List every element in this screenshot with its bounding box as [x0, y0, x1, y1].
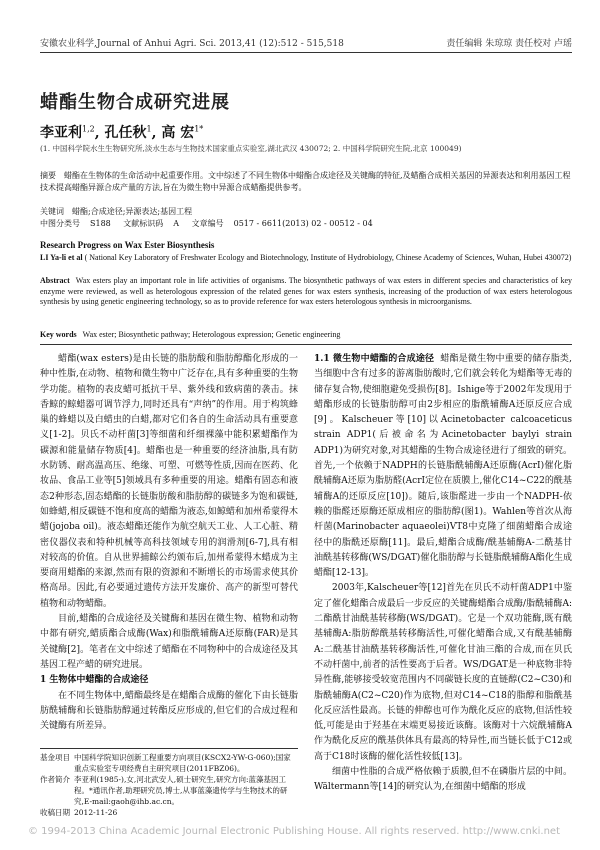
article-id-value: 0517 - 6611(2013) 02 - 00512 - 04 [233, 219, 373, 228]
received-date: 2012-11-26 [74, 808, 118, 817]
footnote [40, 752, 298, 818]
body-paragraph: 蜡酯(wax esters)是由长链的脂肪酸和脂肪醇酯化形成的一种中性脂,在动物、植物和微生物中广泛存在,具有多种重要的生物学功能。植物的表皮蜡可抵抗干旱、紫外线和致病菌的袭击。抹香鲸的鲸蜡器可调节浮力,同时还具有“声纳”的作用。用于构筑蜂巢的蜂蜡以及白蜡虫的白蜡,都对它们各自的生命活动具有重要意义[1-2]。贝氏不动杆菌[3]等细菌和纤细裸藻中能积累蜡酯作为碳源和能量储存物质[4]。蜡酯也是一种重要的经济油脂,具有防水防锈、耐高温高压、绝缘、可塑、可燃等性质,因而在医药、化妆品、食品工业等[5]领域具有多种重要的用途。蜡酯有固态和液态2种形态,固态蜡酯的长链脂肪酸和脂肪醇的碳链多为饱和碳链,如蜂蜡,相反碳链不饱和度高的蜡酯为液态,如鲸蜡和加州希蒙得木蜡(jojoba oil)。液态蜡酯还能作为航空航天工业、人工心脏、精密仪器仪表和特种机械等高科技领域专用的润滑剂[6-7],具有相对较高的价值。自从世界捕鲸公约颁布后,加州希蒙得木蜡成为主要商用蜡酯的来源,然而有限的资源和不断增长的市场需求使其价格高昂。因此,有必要通过遗传方法开发廉价、高产的新型可替代植物和动物蜡酯。 [40, 354, 298, 609]
english-author-affiliation [40, 252, 572, 263]
left-column [40, 352, 298, 734]
keywords-zh [40, 206, 192, 217]
bio-label: 作者简介 [40, 775, 70, 784]
footnote-rule [40, 748, 298, 749]
english-title: Research Progress on Wax Ester Biosynthesis [40, 240, 215, 250]
fund-label: 基金项目 [40, 753, 70, 762]
english-abstract-label: Abstract [40, 276, 70, 285]
abstract-rule [40, 344, 572, 345]
header-rule [40, 52, 572, 53]
article-id-label: 文章编号 [191, 219, 224, 228]
keywords-zh-text: 蜡酯;合成途径;异源表达;基因工程 [72, 207, 193, 216]
body-paragraph: 2003年,Kalscheuer等[12]首先在贝氏不动杆菌ADP1中鉴定了催化蜡酯合成最后一步反应的关键酶蜡酯合成酶/脂酰辅酶A:二酯酰甘油酰基转移酶(WS/DGAT)。它是一个双功能酶,既有酰基辅酶A:脂肪醇酰基转移酶活性,可催化蜡酯合成,又有酰基辅酶A:二酰基甘油酰基转移酶活性,可催化甘油三酯的合成,而在贝氏不动杆菌中,前者的活性要高于后者。WS/DGAT是一种底物非特异性酶,能够接受较宽范围内不同碳链长度的直链醇(C2~C30)和脂酰辅酶A(C2~C20)作为底物,但对C14~C18的脂醇和脂酰基化反应活性最高。长链的伸醇也可作为酰化反应的底物,但活性较低,可能是由于羟基在末端更易接近该酶。该酶对十六烷酰辅酶A作为酰化反应的酰基供体具有最高的特异性,而当链长低于C12或高于C18时该酶的催化活性较低[13]。 [314, 583, 572, 762]
doc-code-label: 文献标识码 [123, 219, 164, 228]
author-affil-marker: 1* [194, 124, 204, 134]
english-keywords [40, 330, 572, 339]
classification-line [40, 218, 383, 229]
right-column [314, 352, 572, 796]
author-affil-marker: 1 [146, 124, 152, 134]
english-abstract-text: Wax esters play an important role in life activities of organisms. The biosynthetic pathways of wax esters in different species and characteristics of key enzyme were reviewed, as well as heterologous expression of the related genes for wax esters synthesis, increasing of the production of wax esters heterologous synthesis by using genetic engineering technology, so as to provide reference for wax esters heterologous synthesis in microorganisms. [40, 276, 572, 306]
affiliation: (1. 中国科学院水生生物研究所,淡水生态与生物技术国家重点实验室,湖北武汉 430072; 2. 中国科学院研究生院,北京 100049) [40, 144, 462, 153]
abstract-zh [40, 170, 572, 194]
subsection-paragraph [314, 352, 572, 581]
author-affil-marker: 1,2 [82, 124, 95, 134]
copyright-footer: © 1994-2013 China Academic Journal Electronic Publishing House. All rights reserved. http://www.cnki.net [28, 826, 560, 837]
paper-title: 蜡酯生物合成研究进展 [40, 92, 230, 113]
english-keywords-label: Key words [40, 330, 77, 339]
clc-label: 中图分类号 [40, 219, 80, 228]
clc-value: S188 [90, 219, 111, 228]
english-abstract [40, 276, 572, 308]
fund-text: 中国科学院知识创新工程重要方向项目(KSCX2-YW-G-060);国家重点实验室专项经费自主研究项目(2011FBZ06)。 [74, 753, 291, 773]
doc-code-value: A [173, 219, 180, 228]
abstract-zh-text: 蜡酯在生物体的生命活动中起重要作用。文中综述了不同生物体中蜡酯合成途径及关键酶的特征,及蜡酯合成相关基因的异源表达和利用基因工程技术提高蜡酯异源合成产量的方法,旨在为微生物中异源合成蜡酯提供参考。 [40, 171, 571, 192]
body-paragraph: 目前,蜡酯的合成途径及关键酶和基因在微生物、植物和动物中都有研究,蜡质酯合成酶(Wax)和脂酰辅酶A还原酶(FAR)是其关键酶[2]。笔者在文中综述了蜡酯在不同物种中的合成途径及其基因工程产蜡的研究进展。 [40, 614, 298, 670]
keywords-zh-label: 关键词 [40, 207, 64, 216]
received-label: 收稿日期 [40, 808, 70, 817]
abstract-zh-label: 摘要 [40, 171, 56, 180]
english-affiliation: ( National Key Laboratory of Freshwater Ecology and Biotechnology, Institute of Hydrobiology, Chinese Academy of Sciences, Wuhan, Hubei 430072) [84, 253, 572, 262]
english-keywords-text: Wax ester; Biosynthetic pathway; Heterologous expression; Genetic engineering [82, 330, 341, 339]
bio-text: 李亚利(1985-),女,河北武安人,硕士研究生,研究方向:蓝藻基因工程。*通讯作者,助理研究员,博士,从事蓝藻遗传学与生物技术的研究,E-mail:gaoh@ihb.ac.cn。 [74, 775, 288, 806]
section-heading: 1 生物体中蜡酯的合成途径 [40, 675, 149, 686]
author-name: 孔任秋 [104, 125, 147, 141]
body-paragraph: 蜡酯是微生物中重要的储存脂类,当细胞中含有过多的游离脂肪酸时,它们就会转化为蜡酯等无毒的储存复合物,使细胞避免受损伤[8]。Ishige等于2002年发现用于蜡酯形成的长链脂肪醇可由2步相应的脂酰辅酶A还原反应合成[9]。Kalscheuer等[10]以Acinetobacter calcoaceticus strain ADP1(后被命名为Acinetobacter baylyi strain ADP1)为研究对象,对其蜡酯的生物合成途径进行了细致的研究。首先,一个依赖于NADPH的长链脂酰辅酶A还原酶(AcrI)催化脂酰辅酶A还原为脂肪醛(AcrI定位在质膜上,催化C14~C22的酰基辅酶A的还原反应[10])。随后,该脂醛进一步由一个NADPH-依赖的脂醛还原酶还原成相应的脂肪醇(图1)。Wahlen等首次从海杆菌(Marinobacter aquaeolei)VT8中克隆了细菌蜡酯合成途径中的脂酰还原酶[11]。最后,蜡酯合成酶/酰基辅酶A-二酰基甘油酰基转移酶(WS/DGAT)催化脂肪醇与长链脂酰辅酶A酯化生成蜡酯[12-13]。 [314, 354, 572, 579]
english-author: LI Ya-li et al [40, 253, 83, 262]
journal-header: 安徽农业科学,Journal of Anhui Agri. Sci. 2013,41 (12):512 - 515,518 [40, 39, 344, 49]
subsection-heading: 1.1 微生物中蜡酯的合成途径 [314, 354, 435, 364]
author-name: 高 宏 [161, 125, 195, 141]
author-name: 李亚利 [40, 125, 82, 141]
body-paragraph: 细菌中性脂的合成严格依赖于质膜,但不在磷脂片层的中间。Wältermann等[14]的研究认为,在细菌中蜡酯的形成 [314, 767, 572, 793]
author-list: 李亚利$^{1,2}$, 孔任秋$^1$, 高 宏$^{1*}$ [40, 124, 204, 141]
editor-credits: 责任编辑 朱琼琼 责任校对 卢瑶 [446, 39, 572, 49]
body-paragraph: 在不同生物体中,蜡酯最终是在蜡酯合成酶的催化下由长链脂肪酰辅酶和长链脂肪醇通过转酯反应形成的,但它们的合成过程和关键酶有所差异。 [40, 690, 298, 732]
